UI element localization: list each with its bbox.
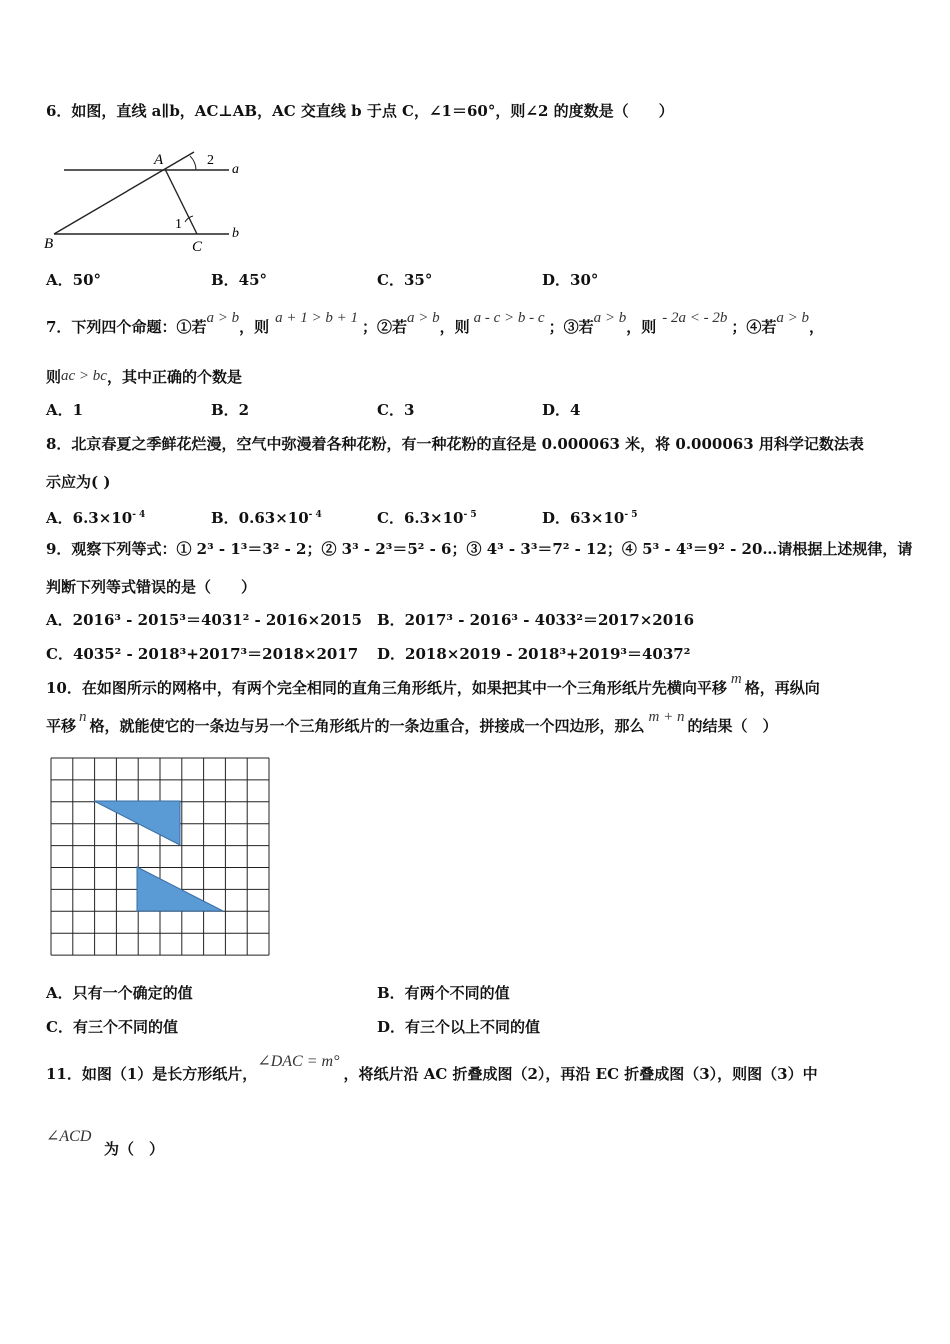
- q10-var-m: m: [730, 671, 742, 687]
- label-B: B: [44, 236, 54, 252]
- q8-option-d[interactable]: D．$63\times 10^{- 5}$: [542, 509, 638, 527]
- q10-expr-mn: m + n: [648, 709, 685, 725]
- label-a: a: [232, 162, 239, 177]
- q7-stem-line2: 则ac > bc，其中正确的个数是: [46, 368, 242, 386]
- q10-option-c[interactable]: C．有三个不同的值: [46, 1018, 178, 1036]
- grid-lines: [51, 758, 269, 955]
- q7-option-a[interactable]: A．1: [46, 401, 84, 419]
- q7-formula-2: a + 1 > b + 1: [275, 310, 358, 326]
- q6-option-c[interactable]: C．35°: [377, 271, 433, 289]
- q6-option-b[interactable]: B．45°: [211, 271, 268, 289]
- q7-formula-7: a > b: [776, 310, 809, 326]
- q8-option-c[interactable]: C．$6.3\times 10^{- 5}$: [377, 509, 477, 527]
- q6-option-a[interactable]: A．50°: [46, 271, 102, 289]
- q6-stem: 6．如图，直线 a∥b，AC⊥AB，AC 交直线 b 于点 C，∠1＝60°，则∠2 的度数是（ ）: [46, 102, 674, 120]
- q7-option-b[interactable]: B．2: [211, 401, 250, 419]
- q11-formula-dac: ∠DAC = m°: [257, 1053, 340, 1070]
- triangle-top: [94, 801, 180, 845]
- label-angle-2: 2: [207, 153, 214, 168]
- q9-option-a[interactable]: A．2016³ - 2015³＝4031² - 2016×2015: [46, 611, 362, 629]
- q8-option-a[interactable]: A．$6.3\times 10^{- 4}$: [46, 509, 146, 527]
- q9-option-b[interactable]: B．2017³ - 2016³ - 4033²＝2017×2016: [377, 611, 695, 629]
- q7-formula-1: a > b: [206, 310, 240, 326]
- q10-option-d[interactable]: D．有三个以上不同的值: [377, 1018, 541, 1036]
- angle-2-arc: [190, 156, 196, 170]
- q6-option-d[interactable]: D．30°: [542, 271, 599, 289]
- q7-stem-line1: 7．下列四个命题：①若a > b，则 a + 1 > b + 1 ；②若a > b，则 a - c > b - c ；③若a > b，则 - 2a < - 2b ；④若a > b，: [46, 310, 824, 336]
- q10-option-b[interactable]: B．有两个不同的值: [377, 984, 510, 1002]
- q10-stem-line2: 平移 n 格，就能使它的一条边与另一个三角形纸片的一条边重合，拼接成一个四边形，那么 m + n 的结果（ ）: [46, 709, 778, 735]
- q7-option-c[interactable]: C．3: [377, 401, 415, 419]
- q11-stem-line1: 11．如图（1）是长方形纸片，∠DAC = m°，将纸片沿 AC 折叠成图（2），再沿 EC 折叠成图（3），则图（3）中: [46, 1053, 818, 1083]
- q7-formula-8: ac > bc: [61, 368, 107, 384]
- label-angle-1: 1: [175, 217, 182, 232]
- q11-stem-line2: 为（ ）: [104, 1140, 165, 1158]
- q8-stem-line2: 示应为( ): [46, 473, 111, 491]
- q9-stem-line1: 9．观察下列等式：① 2³ - 1³＝3² - 2；② 3³ - 2³＝5² - 6；③ 4³ - 3³＝7² - 12；④ 5³ - 4³＝9² - 20…请根据上述规律，请: [46, 540, 913, 558]
- q9-option-c[interactable]: C．4035² - 2018³+2017³＝2018×2017: [46, 645, 359, 663]
- label-b: b: [232, 226, 239, 241]
- label-A: A: [154, 152, 164, 168]
- q7-formula-6: - 2a < - 2b: [662, 310, 728, 326]
- q7-formula-3: a > b: [406, 310, 440, 326]
- q6-figure: [44, 142, 254, 258]
- q8-option-b[interactable]: B．$0.63\times 10^{- 4}$: [211, 509, 322, 527]
- q7-option-d[interactable]: D．4: [542, 401, 581, 419]
- q7-formula-5: a > b: [593, 310, 627, 326]
- q9-option-d[interactable]: D．2018×2019 - 2018³+2019³＝4037²: [377, 645, 691, 663]
- q10-grid-figure: [50, 757, 272, 957]
- q10-option-a[interactable]: A．只有一个确定的值: [46, 984, 193, 1002]
- segment-ab: [54, 152, 194, 234]
- q10-var-n: n: [79, 709, 87, 725]
- label-C: C: [192, 239, 203, 255]
- q11-formula-acd: ∠ACD: [46, 1128, 92, 1145]
- q10-stem-line1: 10．在如图所示的网格中，有两个完全相同的直角三角形纸片，如果把其中一个三角形纸片先横向平移 m 格，再纵向: [46, 671, 820, 697]
- q7-formula-4: a - c > b - c: [473, 310, 545, 326]
- q9-stem-line2: 判断下列等式错误的是（ ）: [46, 578, 257, 596]
- q8-stem-line1: 8．北京春夏之季鲜花烂漫，空气中弥漫着各种花粉，有一种花粉的直径是 0.000063 米，将 0.000063 用科学记数法表: [46, 435, 864, 453]
